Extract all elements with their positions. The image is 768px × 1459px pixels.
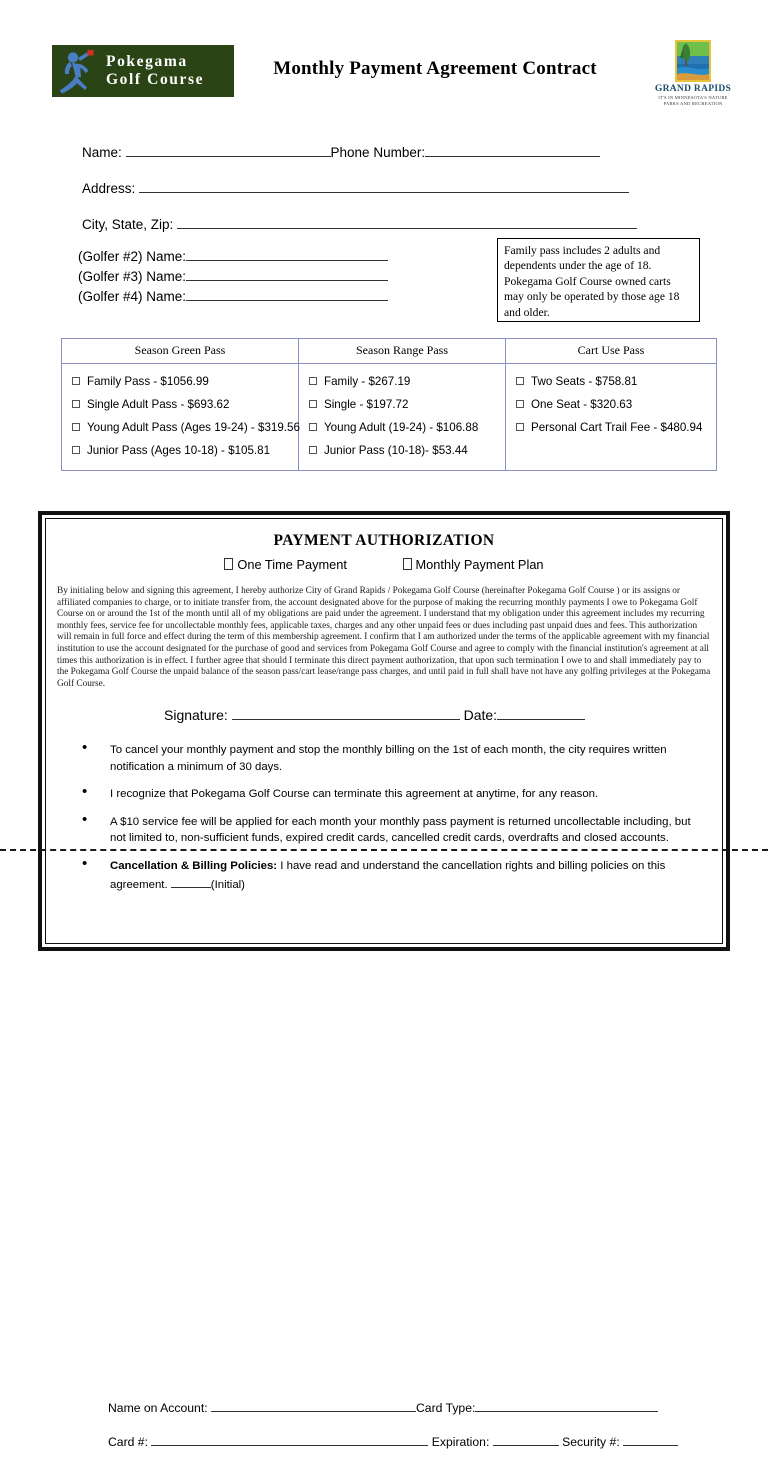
phone-label: Phone Number: <box>330 145 426 160</box>
bullet-text-3: A $10 service fee will be applied for each month your monthly pass payment is returned uncollectable including, but not limited to, non-sufficient funds, expired credit cards, cancelled credit cards, overdrafts and closed accounts. <box>110 815 691 845</box>
field-row-address <box>82 179 629 196</box>
checkbox-icon[interactable] <box>516 377 524 385</box>
pokegama-logo <box>52 45 234 97</box>
cancellation-policy-lead: Cancellation & Billing Policies: <box>110 859 278 872</box>
golfer-4-label: (Golfer #4) Name: <box>78 289 187 304</box>
cart-pass-options <box>506 370 716 439</box>
payment-type-options <box>46 557 722 572</box>
list-item <box>82 814 706 847</box>
logo-line-2: Golf Course <box>106 71 205 88</box>
checkbox-icon[interactable] <box>224 558 233 570</box>
option-label: Young Adult Pass (Ages 19-24) - $319.56 <box>87 421 300 434</box>
checkbox-icon[interactable] <box>309 377 317 385</box>
card-number-label: Card #: <box>108 1435 148 1449</box>
list-item[interactable] <box>72 370 294 393</box>
option-label: Junior Pass (10-18)- $53.44 <box>324 444 468 457</box>
city-logo-department: PARKS AND RECREATION <box>663 101 723 106</box>
legal-paragraph: By initialing below and signing this agreement, I hereby authorize City of Grand Rapids / Pokegama Golf Course (hereinafter Pokegama Golf Course ) or its assigns or affiliated companies to charge, or to initiate transfer from, the account designated above for the purpose of making the recurring monthly payments I owe to Pokegama Golf Course on or around the 1st of the month until all of my obligations are paid under the agreement. I understand that my obligation under this agreement includes my recurring monthly fees, service fee for uncollectable monthly fees, applicable taxes, charges and any other unpaid fees or dues including past unpaid dues and fees. This authorization will remain in full force and effect during the term of this membership agreement. I confirm that I am authorized under the terms of the applicable agreement with my financial institution to use the account designated for the purchase of good and services from Pokegama Golf Course and agree to comply with the financial institution's agreement at all times this authorization is in effect. I further agree that should I terminate this direct payment authorization, that upon such termination I owe to and shall immediately pay to the Pokegama Golf Course the unpaid balance of the season pass/cart lease/range pass charges, and until paid in full shall have not have any golfing privileges at the Pokegama Golf Course. <box>57 586 711 689</box>
list-item[interactable] <box>516 416 712 439</box>
list-item <box>82 858 706 894</box>
list-item[interactable] <box>72 439 294 462</box>
city-logo-name: GRAND RAPIDS <box>654 84 732 94</box>
list-item <box>82 742 706 775</box>
option-label: Junior Pass (Ages 10-18) - $105.81 <box>87 444 271 457</box>
range-pass-options <box>299 370 505 462</box>
card-type-input[interactable] <box>475 1398 658 1412</box>
city-state-zip-input[interactable] <box>177 215 637 229</box>
cell-season-range-pass <box>299 364 506 471</box>
golfer-3-label: (Golfer #3) Name: <box>78 269 187 284</box>
option-label: Personal Cart Trail Fee - $480.94 <box>531 421 703 434</box>
checkbox-icon[interactable] <box>72 446 80 454</box>
expiration-input[interactable] <box>493 1432 559 1446</box>
list-item[interactable] <box>516 393 712 416</box>
golfer-3-input[interactable] <box>186 267 388 281</box>
option-monthly-payment-plan[interactable] <box>403 557 544 572</box>
signature-label: Signature: <box>164 707 228 724</box>
green-pass-options <box>62 370 298 462</box>
bullet-text-2: I recognize that Pokegama Golf Course can terminate this agreement at anytime, for any reason. <box>110 788 599 801</box>
city-state-zip-label: City, State, Zip: <box>82 217 174 232</box>
signature-row <box>46 706 722 723</box>
additional-golfers <box>78 247 388 307</box>
list-item[interactable] <box>309 439 501 462</box>
account-row-card <box>108 1425 678 1459</box>
address-input[interactable] <box>139 179 629 193</box>
card-number-input[interactable] <box>151 1432 428 1446</box>
option-label: Family Pass - $1056.99 <box>87 375 209 388</box>
family-pass-note: Family pass includes 2 adults and dependents under the age of 18. Pokegama Golf Course owned carts may only be operated by those age 18 and older. <box>497 238 700 322</box>
list-item <box>82 786 706 803</box>
option-label: Family - $267.19 <box>324 375 411 388</box>
name-on-account-label: Name on Account: <box>108 1401 208 1415</box>
golfer-2-input[interactable] <box>186 247 388 261</box>
address-label: Address: <box>82 181 136 196</box>
checkbox-icon[interactable] <box>403 558 412 570</box>
option-one-time-payment[interactable] <box>224 557 347 572</box>
list-item[interactable] <box>72 393 294 416</box>
cell-season-green-pass <box>62 364 299 471</box>
account-row-name <box>108 1391 678 1425</box>
list-item[interactable] <box>516 370 712 393</box>
logo-line-1: Pokegama <box>106 53 188 70</box>
option-label: Young Adult (19-24) - $106.88 <box>324 421 479 434</box>
payment-authorization-section <box>38 511 730 1449</box>
signature-input[interactable] <box>232 706 460 720</box>
checkbox-icon[interactable] <box>309 423 317 431</box>
pokegama-logo-text <box>106 53 204 89</box>
checkbox-icon[interactable] <box>516 423 524 431</box>
name-input[interactable] <box>126 143 331 157</box>
card-type-label: Card Type: <box>415 1401 476 1415</box>
phone-input[interactable] <box>425 143 600 157</box>
golfer-4-input[interactable] <box>186 287 388 301</box>
list-item[interactable] <box>72 416 300 439</box>
nature-scene-icon <box>675 40 711 82</box>
field-row-name <box>82 143 600 160</box>
name-label: Name: <box>82 145 122 160</box>
date-label: Date: <box>463 707 498 724</box>
checkbox-icon[interactable] <box>516 400 524 408</box>
tear-off-dashed-line <box>0 849 768 851</box>
page-title: Monthly Payment Agreement Contract <box>273 58 597 79</box>
checkbox-icon[interactable] <box>72 377 80 385</box>
terms-bullet-list <box>82 742 706 894</box>
golfer-row-2 <box>78 247 388 267</box>
list-item[interactable] <box>309 370 501 393</box>
column-header-season-range-pass: Season Range Pass <box>299 339 506 364</box>
security-label: Security #: <box>562 1435 620 1449</box>
checkbox-icon[interactable] <box>72 400 80 408</box>
field-row-city-state-zip <box>82 215 637 232</box>
option-label: Single - $197.72 <box>324 398 409 411</box>
document-header <box>0 38 768 118</box>
initial-label: (Initial) <box>210 879 245 892</box>
date-input[interactable] <box>497 706 585 720</box>
name-on-account-input[interactable] <box>211 1398 416 1412</box>
option-label: Single Adult Pass - $693.62 <box>87 398 230 411</box>
bullet-text-4: I have read and understand the cancellation rights and billing policies on this agreement. <box>110 859 666 892</box>
golfer-icon <box>56 47 102 95</box>
table-row <box>62 364 717 471</box>
pass-pricing-table <box>61 338 717 471</box>
monthly-payment-plan-label: Monthly Payment Plan <box>415 557 544 572</box>
checkbox-icon[interactable] <box>72 423 80 431</box>
city-logo-tagline: IT'S IN MINNESOTA'S NATURE <box>658 95 728 100</box>
security-code-input[interactable] <box>623 1432 678 1446</box>
list-item[interactable] <box>309 393 501 416</box>
option-label: Two Seats - $758.81 <box>531 375 638 388</box>
authorization-title: PAYMENT AUTHORIZATION <box>273 532 495 549</box>
list-item[interactable] <box>309 416 501 439</box>
bullet-text-1: To cancel your monthly payment and stop the monthly billing on the 1st of each month, the city requires written notification a minimum of 30 days. <box>110 744 667 773</box>
payment-authorization-inner <box>45 518 723 1449</box>
initial-input[interactable] <box>171 874 211 888</box>
golfer-2-label: (Golfer #2) Name: <box>78 249 187 264</box>
column-header-cart-use-pass: Cart Use Pass <box>506 339 717 364</box>
expiration-label: Expiration: <box>431 1435 490 1449</box>
table-header-row <box>62 339 717 364</box>
account-details-section <box>108 1391 678 1459</box>
checkbox-icon[interactable] <box>309 446 317 454</box>
golfer-row-3 <box>78 267 388 287</box>
checkbox-icon[interactable] <box>309 400 317 408</box>
column-header-season-green-pass: Season Green Pass <box>62 339 299 364</box>
option-label: One Seat - $320.63 <box>531 398 633 411</box>
cell-cart-use-pass <box>506 364 717 471</box>
grand-rapids-logo <box>645 40 741 106</box>
golfer-row-4 <box>78 287 388 307</box>
one-time-payment-label: One Time Payment <box>237 557 347 572</box>
